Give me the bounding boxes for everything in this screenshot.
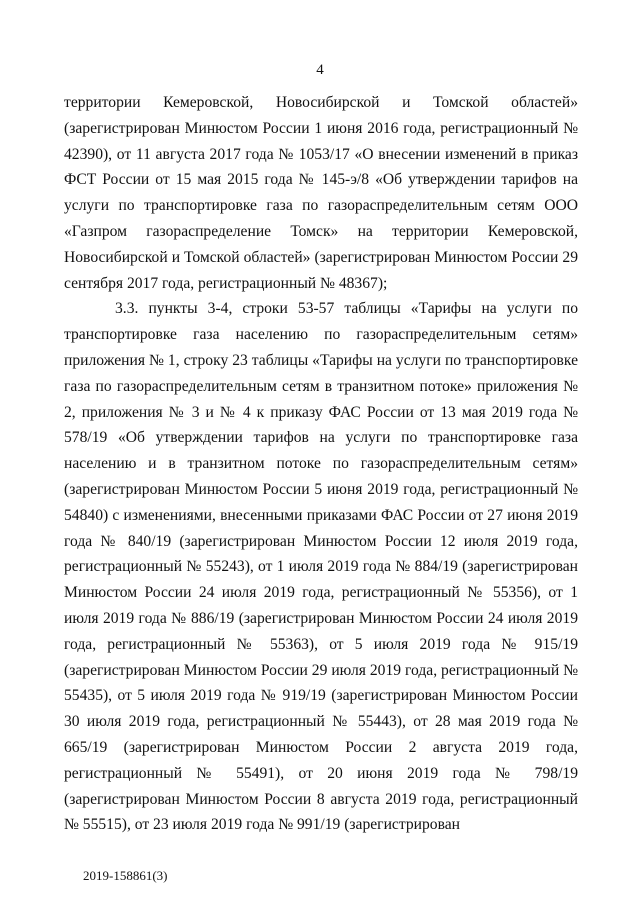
paragraph-item-3-3: 3.3. пункты 3-4, строки 53-57 таблицы «Тарифы на услуги по транспортировке газа населению по газораспределительным сетям» приложения № 1, строку 23 таблицы «Тарифы на услуги по транспортировке газа по газораспределительным сетям в транзитном потоке» приложения № 2, приложения № 3 и № 4 к приказу ФАС России от 13 мая 2019 года № 578/19 «Об утверждении тарифов на услуги по транспортировке газа населению и в транзитном потоке по газораспределительным сетям» (зарегистрирован Минюстом России 5 июня 2019 года, регистрационный № 54840) с изменениями, внесенными приказами ФАС России от 27 июня 2019 года № 840/19 (зарегистрирован Минюстом России 12 июля 2019 года, регистрационный № 55243), от 1 июля 2019 года № 884/19 (зарегистрирован Минюстом России 24 июля 2019 года, регистрационный № 55356), от 1 июля 2019 года № 886/19 (зарегистрирован Минюстом России 24 июля 2019 года, регистрационный № 55363), от 5 июля 2019 года № 915/19 (зарегистрирован Минюстом России 29 июля 2019 года, регистрационный № 55435), от 5 июля 2019 года № 919/19 (зарегистрирован Минюстом России 30 июля 2019 года, регистрационный № 55443), от 28 мая 2019 года № 665/19 (зарегистрирован Минюстом России 2 августа 2019 года, регистрационный № 55491), от 20 июня 2019 года № 798/19 (зарегистрирован Минюстом России 8 августа 2019 года, регистрационный № 55515), от 23 июля 2019 года № 991/19 (зарегистрирован	[64, 300, 578, 834]
page-number: 4	[316, 62, 324, 78]
paragraph-continuation: территории Кемеровской, Новосибирской и Томской областей» (зарегистрирован Минюстом России 1 июня 2016 года, регистрационный № 42390), от 11 августа 2017 года № 1053/17 «О внесении изменений в приказ ФСТ России от 15 мая 2015 года № 145-э/8 «Об утверждении тарифов на услуги по транспортировке газа по газораспределительным сетям ООО «Газпром газораспределение Томск» на территории Кемеровской, Новосибирской и Томской областей» (зарегистрирован Минюстом России 29 сентября 2017 года, регистрационный № 48367);	[64, 94, 578, 292]
footer-document-code: 2019-158861(3)	[83, 868, 168, 883]
document-body	[64, 90, 578, 838]
